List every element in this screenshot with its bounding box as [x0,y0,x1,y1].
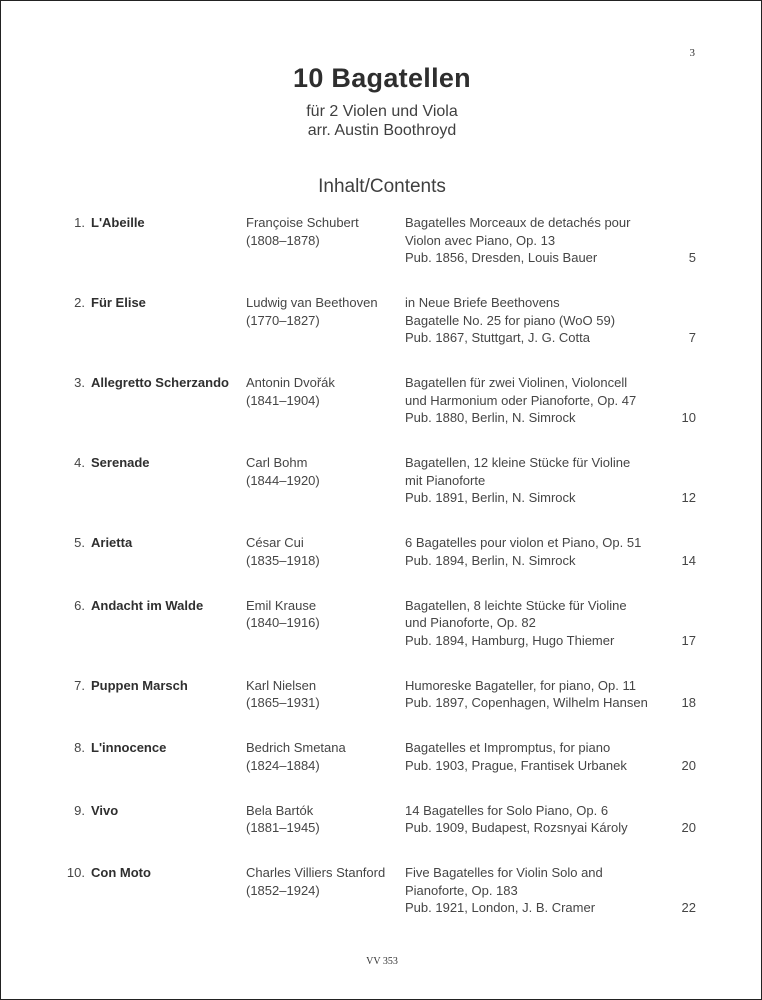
source-line: Pub. 1903, Prague, Frantisek Urbanek [405,757,627,773]
composer-name: Charles Villiers Stanford [246,865,386,880]
source-line: Bagatelle No. 25 for piano (WoO 59) [405,312,616,328]
source-line: Bagatellen für zwei Violinen, Violoncell [405,375,628,390]
composer-name: Emil Krause [246,597,317,613]
composer-dates: (1844–1920) [246,472,320,488]
entry-source [405,294,615,347]
entry-page-number: 20 [681,757,696,773]
source-line: mit Pianoforte [405,472,486,488]
entry-number: 4. [74,455,85,470]
toc-entry [1,214,762,267]
source-line: Bagatellen, 12 kleine Stücke für Violine [405,455,631,470]
source-line: Pub. 1921, London, J. B. Cramer [405,900,596,915]
entry-title: L'Abeille [91,215,145,230]
entry-page-number: 18 [681,695,696,710]
composer-dates: (1852–1924) [246,882,320,898]
entry-number: 6. [74,597,85,613]
page-number: 3 [689,47,695,59]
composer-name: Antonin Dvořák [246,375,335,390]
entry-title: Andacht im Walde [91,597,204,613]
source-line: 6 Bagatelles pour violon et Piano, Op. 51 [405,535,642,550]
toc-entry [1,864,762,917]
entry-page-number: 7 [688,330,696,345]
composer-name: César Cui [246,535,304,550]
entry-title: Für Elise [91,295,146,310]
entry-source [405,374,636,427]
entry-composer [246,802,320,837]
composer-name: Karl Nielsen [246,677,317,693]
composer-dates: (1835–1918) [246,552,320,568]
composer-dates: (1881–1945) [246,820,320,835]
composer-name: Ludwig van Beethoven [246,295,378,310]
source-line: Pianoforte, Op. 183 [405,882,518,898]
contents-heading: Inhalt/Contents [318,176,446,197]
entry-composer [246,677,320,712]
entry-page-number: 17 [681,632,696,648]
entry-page-number: 22 [681,900,696,915]
entry-title: Allegretto Scherzando [91,375,229,390]
entry-composer [246,597,320,632]
subtitle-instrumentation: für 2 Violen und Viola [306,103,458,120]
source-line: und Pianoforte, Op. 82 [405,615,536,630]
entry-number: 10. [66,865,85,880]
toc-entry [1,374,762,427]
footer-catalog-number: VV 353 [366,956,398,967]
toc-entry [1,454,762,507]
composer-name: Carl Bohm [246,455,308,470]
entry-number: 7. [74,677,85,693]
composer-name: Bedrich Smetana [246,740,346,755]
entry-number: 8. [74,740,85,755]
entry-title: Vivo [91,802,119,818]
entry-number: 9. [74,802,85,818]
toc-entry [1,739,762,774]
entry-composer [246,739,346,774]
source-line: Bagatellen, 8 leichte Stücke für Violine [405,597,627,613]
source-line: 14 Bagatelles for Solo Piano, Op. 6 [405,802,609,818]
entry-page-number: 12 [681,490,696,505]
entry-composer [246,454,320,489]
entry-composer [246,534,320,569]
entry-title: Con Moto [91,865,151,880]
composer-dates: (1841–1904) [246,392,320,408]
source-line: in Neue Briefe Beethovens [405,295,560,310]
composer-dates: (1770–1827) [246,312,320,328]
source-line: Pub. 1897, Copenhagen, Wilhelm Hansen [405,695,648,710]
source-line: Pub. 1909, Budapest, Rozsnyai Károly [405,820,628,835]
source-line: Pub. 1891, Berlin, N. Simrock [405,490,576,505]
source-line: Violon avec Piano, Op. 13 [405,232,556,248]
entry-composer [246,214,359,249]
subtitle [1,102,762,140]
source-line: Bagatelles Morceaux de detachés pour [405,215,631,230]
entry-composer [246,374,335,409]
source-line: und Harmonium oder Pianoforte, Op. 47 [405,392,637,408]
composer-dates: (1808–1878) [246,232,320,248]
composer-name: Françoise Schubert [246,215,359,230]
composer-dates: (1824–1884) [246,757,320,773]
subtitle-arranger: arr. Austin Boothroyd [307,122,457,139]
source-line: Pub. 1856, Dresden, Louis Bauer [405,250,598,265]
source-line: Five Bagatelles for Violin Solo and [405,865,603,880]
entry-source [405,597,627,650]
source-line: Pub. 1894, Berlin, N. Simrock [405,552,576,568]
composer-name: Bela Bartók [246,802,314,818]
entry-composer [246,864,385,899]
source-line: Pub. 1867, Stuttgart, J. G. Cotta [405,330,590,345]
entry-source [405,802,628,837]
entry-title: Arietta [91,535,133,550]
composer-dates: (1865–1931) [246,695,320,710]
toc-entry [1,597,762,650]
entry-source [405,739,627,774]
entry-number: 1. [74,215,85,230]
entry-title: Puppen Marsch [91,677,188,693]
source-line: Pub. 1880, Berlin, N. Simrock [405,410,576,425]
entry-page-number: 10 [681,410,696,425]
entry-number: 5. [74,535,85,550]
source-line: Bagatelles et Impromptus, for piano [405,740,611,755]
entry-source [405,214,630,267]
toc-entry [1,677,762,712]
entry-source [405,677,648,712]
composer-dates: (1840–1916) [246,615,320,630]
entry-title: Serenade [91,455,150,470]
source-line: Pub. 1894, Hamburg, Hugo Thiemer [405,632,615,648]
entry-source [405,454,630,507]
toc-entry [1,802,762,837]
toc-entry [1,534,762,569]
toc-entry [1,294,762,347]
entry-source [405,534,641,569]
entry-page-number: 14 [681,552,696,568]
entry-page-number: 5 [688,250,696,265]
entry-number: 3. [74,375,85,390]
entry-title: L'innocence [91,740,167,755]
entry-number: 2. [74,295,85,310]
page-title: 10 Bagatellen [293,63,471,93]
entry-page-number: 20 [681,820,696,835]
entry-source [405,864,603,917]
source-line: Humoreske Bagateller, for piano, Op. 11 [405,677,636,693]
entry-composer [246,294,378,329]
